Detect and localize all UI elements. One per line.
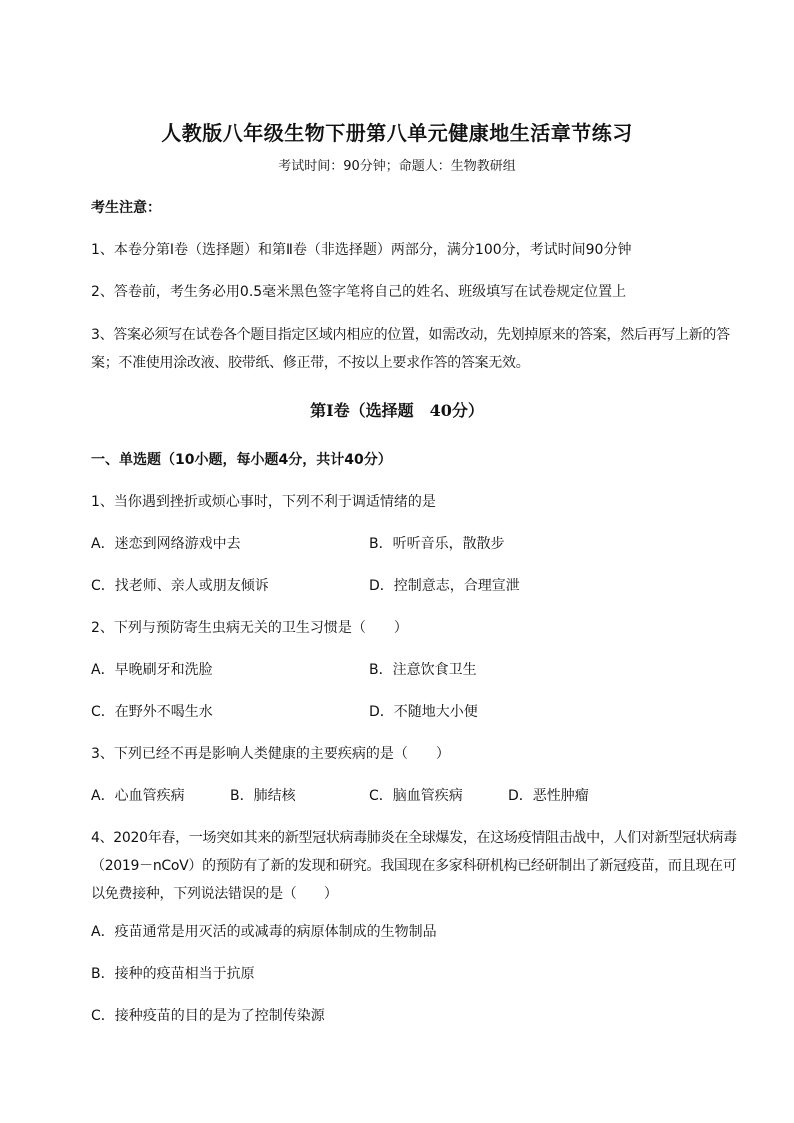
option-b: B．接种的疫苗相当于抗原 bbox=[91, 966, 255, 982]
exam-info: 考试时间：90分钟；命题人：生物教研组 bbox=[278, 159, 516, 174]
page-title: 人教版八年级生物下册第八单元健康地生活章节练习 bbox=[161, 121, 633, 145]
option-a: A．迷恋到网络游戏中去 bbox=[91, 536, 241, 552]
option-d: D．不随地大小便 bbox=[369, 704, 478, 720]
question-stem: 1、当你遇到挫折或烦心事时，下列不利于调适情绪的是 bbox=[91, 494, 436, 510]
option-d: D．控制意志，合理宣泄 bbox=[369, 578, 520, 594]
option-c: C．找老师、亲人或朋友倾诉 bbox=[91, 578, 269, 594]
notice-item: 1、本卷分第Ⅰ卷（选择题）和第Ⅱ卷（非选择题）两部分，满分100分，考试时间90分钟 bbox=[91, 242, 632, 258]
option-a: A．早晚刷牙和洗脸 bbox=[91, 662, 213, 678]
option-a: A．疫苗通常是用灭活的或减毒的病原体制成的生物制品 bbox=[91, 924, 437, 940]
option-b: B．听听音乐，散散步 bbox=[369, 536, 505, 552]
option-d: D．恶性肿瘤 bbox=[508, 788, 589, 804]
section-title: 第Ⅰ卷（选择题 40分） bbox=[310, 401, 484, 420]
question-stem: 2、下列与预防寄生虫病无关的卫生习惯是（ ） bbox=[91, 620, 408, 636]
notice-heading: 考生注意： bbox=[91, 200, 161, 216]
option-c: C．在野外不喝生水 bbox=[91, 704, 213, 720]
option-c: C．脑血管疾病 bbox=[369, 788, 463, 804]
option-b: B．注意饮食卫生 bbox=[369, 662, 477, 678]
option-a: A．心血管疾病 bbox=[91, 788, 185, 804]
notice-item: 2、答卷前，考生务必用0.5毫米黑色签字笔将自己的姓名、班级填写在试卷规定位置上 bbox=[91, 284, 627, 300]
part-heading: 一、单选题（10小题，每小题4分，共计40分） bbox=[91, 452, 392, 468]
question-stem: 3、下列已经不再是影响人类健康的主要疾病的是（ ） bbox=[91, 746, 450, 762]
question-stem: 4、2020年春，一场突如其来的新型冠状病毒肺炎在全球爆发，在这场疫情阻击战中，人们对新型冠状病毒（2019－nCoV）的预防有了新的发现和研究。我国现在多家科研机构已经研制出了新冠疫苗，而且现在可以免费接种，下列说法错误的是（ ） bbox=[91, 830, 737, 902]
option-c: C．接种疫苗的目的是为了控制传染源 bbox=[91, 1008, 325, 1024]
notice-item: 3、答案必须写在试卷各个题目指定区域内相应的位置，如需改动，先划掉原来的答案，然后再写上新的答案；不准使用涂改液、胶带纸、修正带，不按以上要求作答的答案无效。 bbox=[91, 327, 730, 371]
option-b: B．肺结核 bbox=[230, 788, 296, 804]
